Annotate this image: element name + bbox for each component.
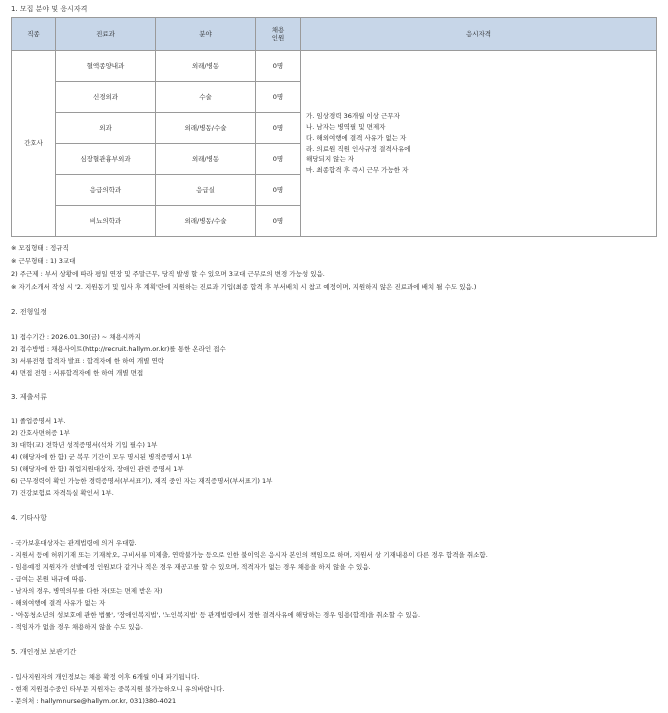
field-cell: 수술 [156, 82, 256, 113]
headcount-cell: 0명 [256, 144, 301, 175]
privacy-item: - 입사지원자의 개인정보는 채용 확정 이후 6개월 이내 파기됩니다. [11, 673, 200, 681]
other-item: - '아동청소년의 성보호에 관한 법률', '장애인복지법', '노인복지법' 등 관계법령에서 정한 결격사유에 해당하는 경우 임용(합격)을 취소할 수 있음. [11, 611, 421, 619]
department-cell: 혈액종양내과 [56, 51, 156, 82]
document-item: 4) (해당자에 한 함) 군 복무 기간이 모두 명시된 병적증명서 1부 [11, 453, 192, 461]
field-cell: 외래/병동 [156, 51, 256, 82]
section-title-privacy: 5. 개인정보 보관기간 [11, 648, 77, 656]
privacy-item: - 문의처 : hallymnurse@hallym.or.kr, 031)380-4021 [11, 697, 177, 705]
headcount-cell: 0명 [256, 113, 301, 144]
note-line: ※ 자기소개서 작성 시 '2. 지원동기 및 입사 후 계획'란에 지원하는 진료과 기입(최종 합격 후 부서배치 시 참고 예정이며, 지원하지 않은 진료과에 배치 될 수도 있음.) [11, 283, 477, 291]
job-type-cell: 간호사 [12, 51, 56, 237]
headcount-cell: 0명 [256, 175, 301, 206]
section-title-others: 4. 기타사항 [11, 514, 47, 522]
qualification-line: 라. 의료원 직원 인사규정 결격사유에 [306, 144, 411, 153]
section-title-positions: 1. 모집 분야 및 응시자격 [11, 5, 88, 13]
qualification-line: 나. 남자는 병역필 및 면제자 [306, 123, 386, 132]
document-item: 3) 대학(교) 전학년 성적증명서(석차 기입 필수) 1부 [11, 441, 158, 449]
header-qualification: 응시자격 [301, 18, 657, 51]
headcount-cell: 0명 [256, 82, 301, 113]
section-title-schedule: 2. 전형일정 [11, 308, 47, 316]
schedule-item: 2) 접수방법 : 채용사이트(http://recruit.hallym.or.kr)를 통한 온라인 접수 [11, 345, 226, 353]
recruitment-table [11, 17, 657, 237]
document-item: 7) 건강보험료 자격득실 확인서 1부. [11, 489, 114, 497]
qualification-line: 마. 최종합격 후 즉시 근무 가능한 자 [306, 165, 409, 174]
header-headcount [256, 18, 301, 51]
document-item: 5) (해당자에 한 함) 취업지원대상자, 장애인 관련 증명서 1부 [11, 465, 184, 473]
department-cell: 비뇨의학과 [56, 206, 156, 237]
note-line: ※ 모집형태 : 정규직 [11, 244, 69, 252]
qualification-line: 다. 해외여행에 결격 사유가 없는 자 [306, 133, 407, 142]
other-item: - 임용예정 지원자가 선발예정 인원보다 같거나 적은 경우 재공고를 할 수 있으며, 적격자가 없는 경우 채용을 하지 않을 수 있음. [11, 563, 371, 571]
other-item: - 해외여행에 결격 사유가 없는 자 [11, 599, 106, 607]
department-cell: 외과 [56, 113, 156, 144]
note-line: 2) 주근제 : 부서 상황에 따라 평일 연장 및 주말근무, 당직 발생 할 수 있으며 3교대 근무로의 변경 가능성 있음. [11, 270, 325, 278]
headcount-cell: 0명 [256, 206, 301, 237]
note-line: ※ 근무형태 : 1) 3교대 [11, 257, 76, 265]
document-item: 2) 간호사면허증 1부 [11, 429, 70, 437]
department-cell: 응급의학과 [56, 175, 156, 206]
department-cell: 심장혈관흉부외과 [56, 144, 156, 175]
qualification-line: 가. 임상경력 36개월 이상 근무자 [306, 112, 400, 121]
section-title-documents: 3. 제출서류 [11, 393, 47, 401]
document-item: 6) 근무경력이 확인 가능한 경력증명서(부서표기), 재직 중인 자는 재직증명서(부서표기) 1부 [11, 477, 273, 485]
other-item: - 지원서 등에 허위기재 또는 기재착오, 구비서류 미제출, 연락불가능 등으로 인한 불이익은 응시자 본인의 책임으로 하며, 지원서 상 기재내용이 다른 경우 합격을 취소함. [11, 551, 488, 559]
privacy-item: - 현재 지원접수중인 타부문 지원자는 중복지원 불가능하오니 유의바랍니다. [11, 685, 225, 693]
document-item: 1) 졸업증명서 1부. [11, 417, 66, 425]
schedule-item: 4) 면접 전형 : 서류합격자에 한 하여 개별 면접 [11, 369, 144, 377]
schedule-item: 3) 서류전형 합격자 발표 : 합격자에 한 하여 개별 연락 [11, 357, 165, 365]
qualification-line: 해당되지 않는 자 [306, 155, 355, 164]
field-cell: 외래/병동 [156, 144, 256, 175]
other-item: - 적임자가 없을 경우 채용하지 않을 수도 있음. [11, 623, 143, 631]
headcount-cell: 0명 [256, 51, 301, 82]
table-row [12, 51, 657, 82]
field-cell: 외래/병동/수술 [156, 113, 256, 144]
table-header-row [12, 18, 657, 51]
header-field: 분야 [156, 18, 256, 51]
other-item: - 남자의 경우, 병역의무를 다한 자(또는 면제 받은 자) [11, 587, 163, 595]
qualification-cell [301, 51, 657, 237]
schedule-item: 1) 접수기간 : 2026.01.30(금) ~ 채용시까지 [11, 333, 141, 341]
header-department: 진료과 [56, 18, 156, 51]
field-cell: 외래/병동/수술 [156, 206, 256, 237]
department-cell: 신경외과 [56, 82, 156, 113]
header-job-type: 직종 [12, 18, 56, 51]
header-headcount-label: 채용 인원 [271, 25, 285, 42]
other-item: - 국가보훈대상자는 관계법령에 의거 우대함. [11, 539, 137, 547]
field-cell: 응급실 [156, 175, 256, 206]
other-item: - 급여는 본원 내규에 따름. [11, 575, 87, 583]
